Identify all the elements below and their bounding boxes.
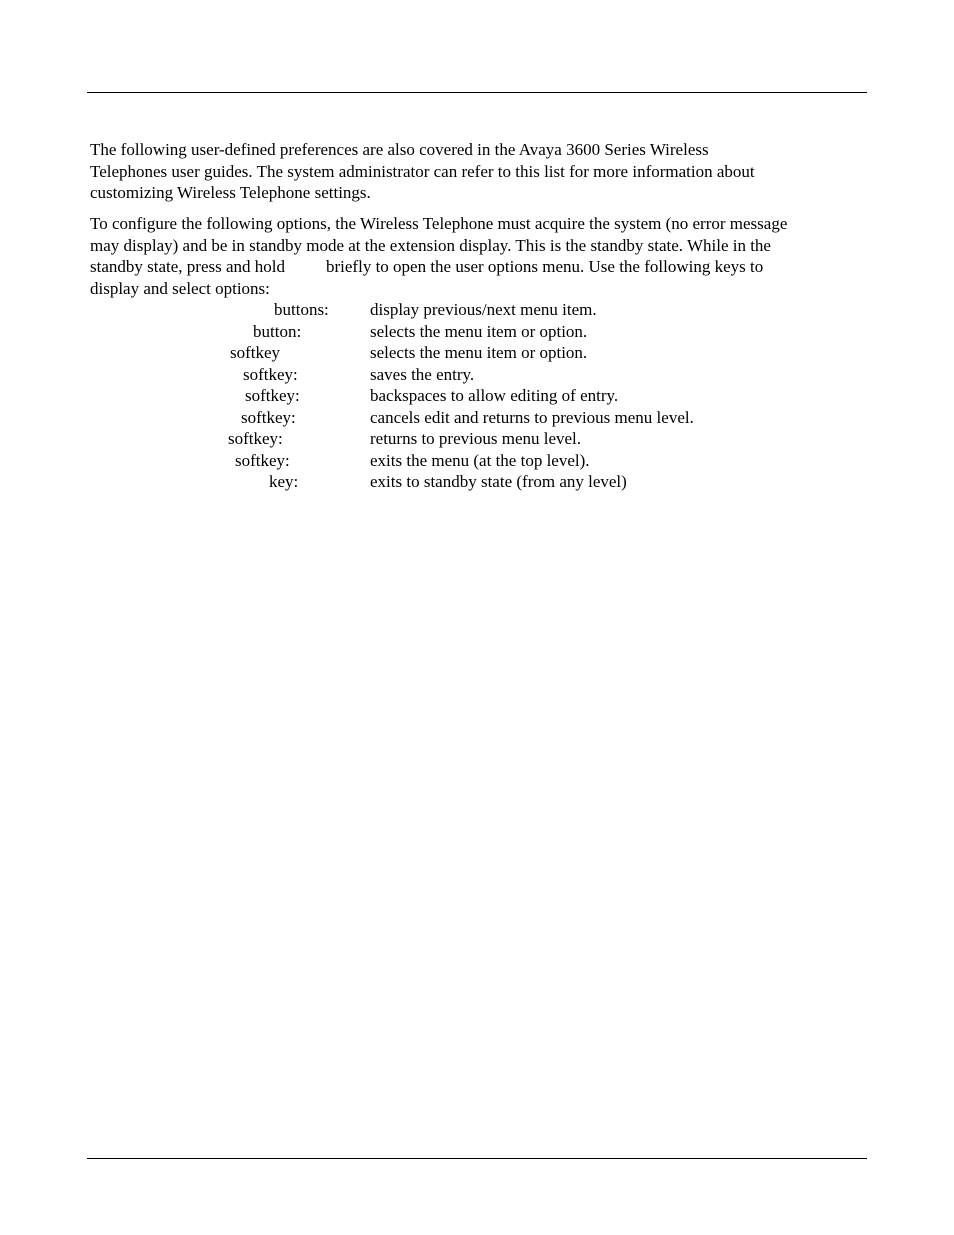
- key-description: backspaces to allow editing of entry.: [370, 386, 619, 405]
- key-label: softkey:: [228, 429, 283, 448]
- key-description: cancels edit and returns to previous menu level.: [370, 407, 694, 427]
- key-row: [0, 450, 954, 472]
- intro-line-2: Telephones user guides. The system administrator can refer to this list for more information about: [90, 161, 755, 181]
- config-line-4: display and select options:: [90, 278, 270, 298]
- footer-rule: [87, 1158, 867, 1159]
- config-paragraph: [90, 213, 870, 299]
- key-description: selects the menu item or option.: [370, 321, 588, 341]
- key-description: selects the menu item or option.: [370, 343, 588, 362]
- config-line-3-before: standby state, press and hold: [90, 257, 285, 276]
- key-label: buttons:: [274, 300, 329, 319]
- config-line-3-after: briefly to open the user options menu. Use the following keys to: [326, 257, 764, 276]
- key-row: [0, 407, 954, 429]
- key-description: returns to previous menu level.: [370, 429, 582, 448]
- key-label: softkey:: [235, 450, 290, 470]
- key-label: key:: [269, 472, 299, 491]
- key-label: softkey:: [241, 407, 296, 427]
- key-label: softkey: [230, 343, 281, 362]
- intro-paragraph: [90, 139, 870, 204]
- key-label: softkey:: [243, 364, 298, 384]
- key-description: display previous/next menu item.: [370, 300, 597, 319]
- config-line-3: [90, 256, 870, 278]
- key-row: [0, 364, 954, 386]
- key-row: [0, 321, 954, 343]
- key-label: button:: [253, 321, 302, 341]
- key-row: [0, 299, 954, 321]
- intro-line-1: The following user-defined preferences are also covered in the Avaya 3600 Series Wireless: [90, 140, 709, 159]
- config-line-2: may display) and be in standby mode at the extension display. This is the standby state. While in the: [90, 235, 771, 255]
- key-description: exits the menu (at the top level).: [370, 450, 590, 470]
- key-row: [0, 342, 954, 364]
- intro-line-3: customizing Wireless Telephone settings.: [90, 183, 371, 202]
- key-label: softkey:: [245, 386, 300, 405]
- key-description: exits to standby state (from any level): [370, 472, 627, 491]
- key-row: [0, 471, 954, 493]
- config-line-1: To configure the following options, the Wireless Telephone must acquire the system (no error message: [90, 214, 788, 233]
- key-description: saves the entry.: [370, 364, 475, 384]
- key-row: [0, 428, 954, 450]
- header-rule: [87, 92, 867, 93]
- key-row: [0, 385, 954, 407]
